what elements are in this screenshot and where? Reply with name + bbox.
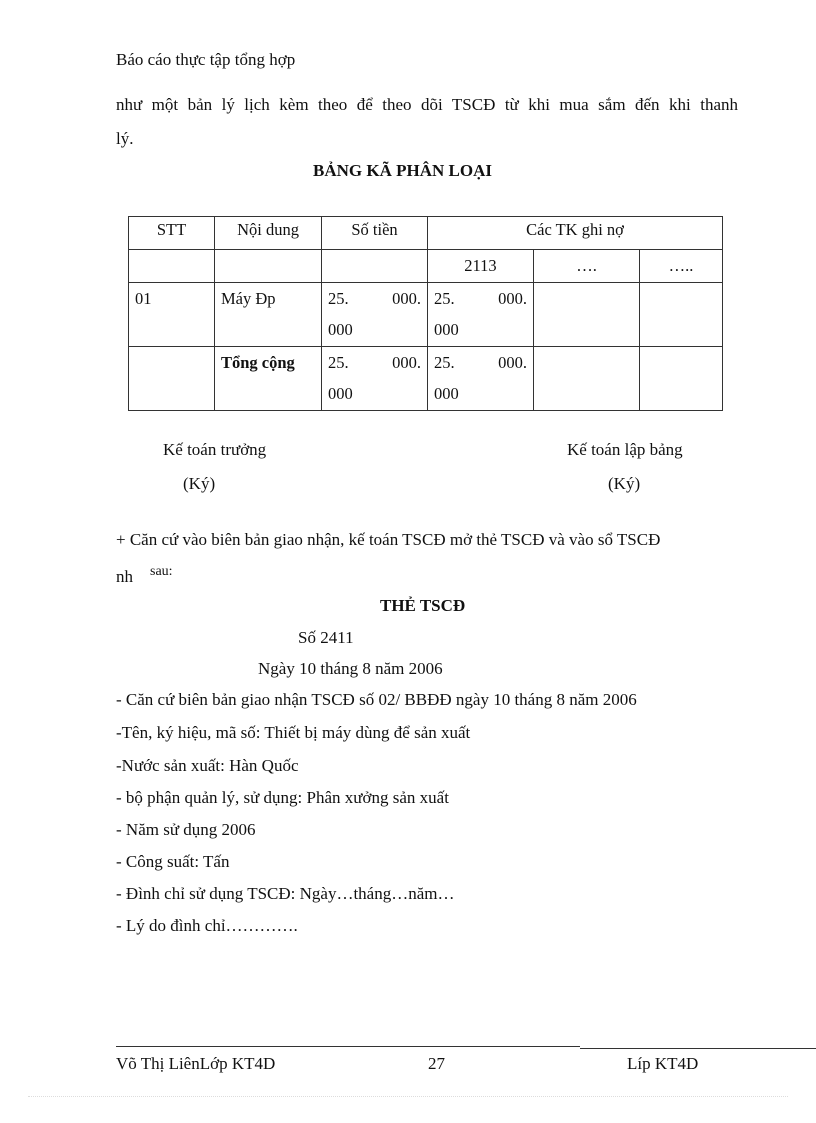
page-number: 27 — [428, 1054, 445, 1073]
header-amount: Số tiền — [322, 217, 428, 250]
card-item-suspension: - Đình chỉ sử dụng TSCĐ: Ngày…tháng…năm… — [116, 884, 455, 903]
table-row — [129, 283, 723, 347]
header-debit-accounts: Các TK ghi nợ — [428, 217, 723, 250]
classification-table — [128, 216, 723, 411]
card-item-capacity: - Công suất: Tấn — [116, 852, 230, 871]
page-bottom-divider — [28, 1096, 788, 1097]
subheader-account-3: ….. — [640, 250, 723, 283]
cell-account-2113: 25. 000. 000 — [428, 347, 534, 411]
paragraph-line-1: + Căn cứ vào biên bản giao nhận, kế toán TSCĐ mở thẻ TSCĐ và vào sổ TSCĐ — [116, 530, 661, 549]
signature-preparer: Kế toán lập bảng — [567, 440, 683, 459]
subheader-account-2: …. — [534, 250, 640, 283]
signature-chief-accountant: Kế toán trưởng — [163, 440, 267, 459]
subheader-account-2113: 2113 — [428, 250, 534, 283]
card-date: Ngày 10 tháng 8 năm 2006 — [258, 659, 443, 678]
intro-line-2: lý. — [116, 129, 134, 148]
card-item-basis: - Căn cứ biên bản giao nhận TSCĐ số 02/ BBĐĐ ngày 10 tháng 8 năm 2006 — [116, 690, 637, 709]
card-item-department: - bộ phận quản lý, sử dụng: Phân xưởng sản xuất — [116, 788, 449, 807]
cell-total-label: Tổng cộng — [215, 347, 322, 411]
table-header-row — [129, 217, 723, 250]
signature-chief-accountant-sign: (Ký) — [183, 474, 216, 493]
cell-stt — [129, 347, 215, 411]
card-number: Số 2411 — [298, 628, 354, 647]
cell-amount: 25. 000. 000 — [322, 347, 428, 411]
header-content: Nội dung — [215, 217, 322, 250]
cell-account-2113: 25. 000. 000 — [428, 283, 534, 347]
card-item-name: -Tên, ký hiệu, mã số: Thiết bị máy dùng để sản xuất — [116, 723, 471, 742]
report-header-title: Báo cáo thực tập tổng hợp — [116, 50, 296, 69]
footer-rule-right — [580, 1048, 816, 1049]
footer-author: Võ Thị LiênLớp KT4D — [116, 1054, 276, 1073]
cell-amount: 25. 000. 000 — [322, 283, 428, 347]
card-title: THẺ TSCĐ — [380, 596, 466, 615]
signature-preparer-sign: (Ký) — [608, 474, 641, 493]
card-item-year: - Năm sử dụng 2006 — [116, 820, 256, 839]
footer-rule-left — [116, 1046, 580, 1047]
cell-content: Máy Đp — [215, 283, 322, 347]
table-total-row — [129, 347, 723, 411]
paragraph-line-2b: sau: — [150, 564, 173, 579]
classification-title: BẢNG KÃ PHÂN LOẠI — [313, 161, 492, 180]
table-subheader-row — [129, 250, 723, 283]
paragraph-line-2a: nh — [116, 567, 133, 586]
cell-stt: 01 — [129, 283, 215, 347]
card-item-country: -Nước sản xuất: Hàn Quốc — [116, 756, 299, 775]
footer-class: Líp KT4D — [627, 1054, 699, 1073]
header-stt: STT — [129, 217, 215, 250]
card-item-reason: - Lý do đình chỉ…………. — [116, 916, 298, 935]
intro-line-1: như một bản lý lịch kèm theo để theo dõi TSCĐ từ khi mua sắm đến khi thanh — [116, 95, 738, 114]
